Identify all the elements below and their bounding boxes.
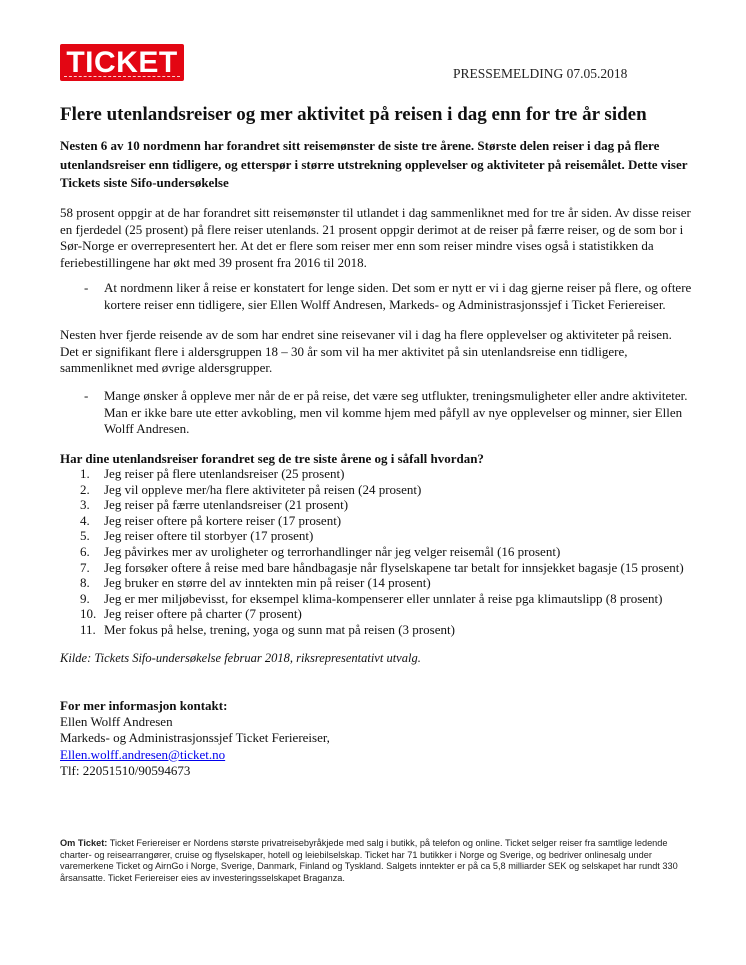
item-number: 6. (80, 543, 90, 559)
list-item (60, 528, 700, 544)
press-release-date: PRESSEMELDING 07.05.2018 (453, 66, 628, 81)
quote-text: Mange ønsker å oppleve mer når de er på reise, det være seg utflukter, treningsmuligheter eller andre aktiviteter. Man er ikke bare ute etter avkobling, men vil komme hjem med påfyll av nye opplevelser og minner, sier Ellen Wolff Andresen. (104, 388, 688, 436)
item-text: Jeg reiser på flere utenlandsreiser (25 prosent) (104, 466, 345, 481)
about-label: Om Ticket: (60, 838, 108, 848)
paragraph-2: Nesten hver fjerde reisende av de som har endret sine reisevaner vil i dag ha flere opplevelser og aktiviteter på reisen. Det er signifikant flere i aldersgruppen 18 – 30 år som vil ha mer aktivitet på sin utenlandsreise enn tidligere, sammenliknet med øvrige aldersgrupper. (60, 327, 672, 375)
list-item (60, 560, 700, 576)
contact-email-link[interactable]: Ellen.wolff.andresen@ticket.no (60, 746, 226, 762)
contact-block (60, 698, 330, 779)
item-number: 8. (80, 575, 90, 591)
about-text: Ticket Feriereiser er Nordens største privatreisebyråkjede med salg i butikk, på telefon og online. Ticket selger reiser fra samtlige ledende charter- og reisearrangører, cruise og flyselskaper, hotell og leiebilselskap. Ticket har 71 butikker i Norge og Sverige, og bedriver onlinesalg under varemerkene Ticket og AirnGo i Norge, Sverige, Danmark, Finland og Tyskland. Salgets inntekter er på ca 5,8 milliarder SEK og selskapet har rundt 330 årsansatte. Ticket Feriereiser eies av investeringsselskapet Braganza. (60, 838, 678, 883)
logo-text: TICKET (66, 45, 178, 79)
about-ticket (60, 838, 690, 884)
list-item (60, 622, 700, 638)
list-item (60, 591, 700, 607)
list-item (60, 606, 700, 622)
contact-title: For mer informasjon kontakt: (60, 698, 228, 713)
item-text: Jeg forsøker oftere å reise med bare håndbagasje når flyselskapene tar betalt for innsjekket bagasje (15 prosent) (104, 559, 684, 575)
quote-dash: - (84, 280, 89, 295)
lead-paragraph: Nesten 6 av 10 nordmenn har forandret sitt reisemønster de siste tre årene. Største delen reiser i dag på flere utenlandsreiser enn tidligere, og etterspør i større utstrekning opplevelser og aktiviteter på reisemålet. Dette viser Tickets siste Sifo-undersøkelse (60, 138, 688, 190)
paragraph-1: 58 prosent oppgir at de har forandret sitt reisemønster til utlandet i dag sammenliknet med for tre år siden. Av disse reiser en fjerdedel (25 prosent) på flere reiser utenlands. 21 prosent oppgir derimot at de reiser på færre reiser, og de som bor i Sør-Norge er overrepresentert her. At det er flere som reiser mer enn som reiser mindre vises også i statistikken da feriebestillingene har økt med 39 prosent fra 2016 til 2018. (60, 205, 691, 270)
contact-role: Markeds- og Administrasjonssjef Ticket Feriereiser, (60, 730, 330, 746)
item-number: 1. (80, 466, 90, 481)
item-text: Jeg bruker en større del av inntekten min på reiser (14 prosent) (104, 575, 431, 591)
item-text: Jeg reiser oftere på charter (7 prosent) (104, 606, 302, 622)
contact-name: Ellen Wolff Andresen (60, 714, 173, 730)
logo-dashed-line (64, 76, 180, 77)
survey-answer-list (60, 466, 700, 638)
list-item (60, 482, 700, 498)
item-number: 3. (80, 497, 90, 513)
item-text: Jeg reiser oftere på kortere reiser (17 prosent) (104, 512, 342, 528)
quote-text: At nordmenn liker å reise er konstatert for lenge siden. Det som er nytt er vi i dag gjerne reiser på flere, og oftere kortere reiser enn tidligere, sier Ellen Wolff Andresen, Markeds- og Administrasjonssjef i Ticket Feriereiser. (104, 280, 692, 312)
list-item (60, 466, 700, 482)
item-text: Mer fokus på helse, trening, yoga og sunn mat på reisen (3 prosent) (104, 621, 455, 637)
item-number: 4. (80, 512, 90, 528)
item-number: 7. (80, 559, 90, 575)
item-number: 5. (80, 528, 90, 544)
item-number: 9. (80, 590, 90, 606)
item-text: Jeg påvirkes mer av uroligheter og terrorhandlinger når jeg velger reisemål (16 prosent) (104, 543, 561, 559)
item-number: 11. (80, 621, 96, 637)
contact-phone: Tlf: 22051510/90594673 (60, 762, 191, 778)
list-item (60, 575, 700, 591)
item-text: Jeg reiser oftere til storbyer (17 prosent) (104, 528, 314, 544)
list-item (60, 544, 700, 560)
ticket-logo (60, 44, 184, 81)
item-number: 10. (80, 606, 97, 622)
item-text: Jeg reiser på færre utenlandsreiser (21 prosent) (104, 497, 349, 513)
source-note: Kilde: Tickets Sifo-undersøkelse februar 2018, riksrepresentativt utvalg. (60, 651, 421, 665)
survey-question: Har dine utenlandsreiser forandret seg de tre siste årene og i såfall hvordan? (60, 451, 484, 466)
list-item (60, 513, 700, 529)
item-text: Jeg vil oppleve mer/ha flere aktiviteter på reisen (24 prosent) (104, 481, 422, 497)
quote-dash: - (84, 388, 89, 403)
list-item (60, 497, 700, 513)
headline: Flere utenlandsreiser og mer aktivitet på reisen i dag enn for tre år siden (60, 104, 647, 125)
item-number: 2. (80, 481, 90, 497)
item-text: Jeg er mer miljøbevisst, for eksempel klima-kompenserer eller unnlater å reise pga klimautslipp (8 prosent) (104, 590, 663, 606)
